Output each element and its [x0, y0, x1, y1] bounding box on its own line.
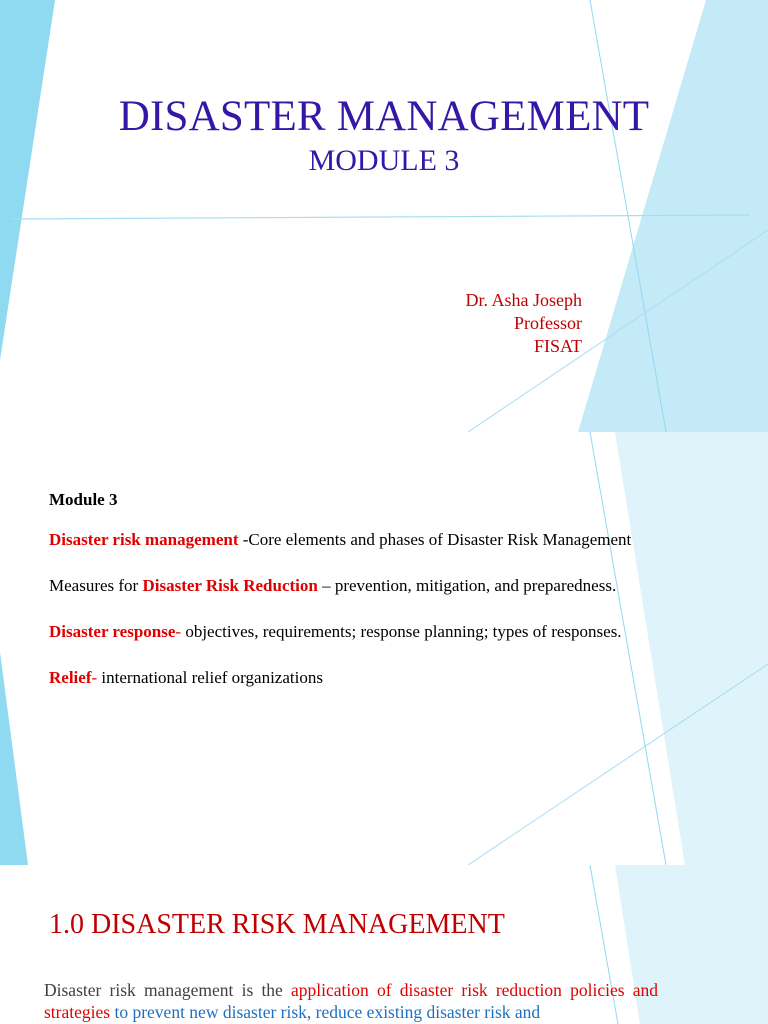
section-heading: 1.0 DISASTER RISK MANAGEMENT	[49, 909, 505, 940]
paragraph-highlight-red: application of disaster risk reduction policies and strategies	[44, 980, 658, 1022]
author-institution: FISAT	[533, 336, 582, 356]
outline-item-highlight: Disaster risk management	[49, 530, 239, 549]
outline-item-highlight: Relief	[49, 668, 92, 687]
outline-item-dash: -	[175, 622, 186, 641]
title-slide	[0, 0, 768, 432]
outline-item	[49, 530, 631, 550]
outline-item-text: objectives, requirements; response planning; types of responses.	[185, 622, 622, 641]
slide-background-shapes	[0, 0, 768, 432]
outline-item-text: international relief organizations	[101, 668, 323, 687]
outline-item-highlight: Disaster response	[49, 622, 176, 641]
paragraph-part: Disaster risk management is the	[44, 980, 292, 1000]
outline-item-text: -Core elements and phases of Disaster Risk Management	[238, 530, 632, 549]
outline-item-highlight: Disaster Risk Reduction	[142, 576, 318, 595]
section-paragraph	[44, 979, 658, 1023]
author-block	[466, 289, 583, 358]
module-outline-slide	[0, 432, 768, 865]
presentation-subtitle: MODULE 3	[308, 144, 460, 177]
outline-heading: Module 3	[49, 490, 118, 509]
presentation-title: DISASTER MANAGEMENT	[118, 93, 650, 140]
outline-item-dash: -	[91, 668, 102, 687]
outline-item	[49, 668, 323, 688]
section-slide	[0, 865, 768, 1024]
outline-item	[49, 622, 622, 642]
author-role: Professor	[514, 313, 582, 333]
outline-item	[49, 576, 616, 596]
outline-item-text: – prevention, mitigation, and preparedness.	[317, 576, 617, 595]
author-name: Dr. Asha Joseph	[465, 290, 582, 310]
outline-item-prefix: Measures for	[49, 576, 143, 595]
paragraph-highlight-blue: to prevent new disaster risk, reduce existing disaster risk and	[110, 1002, 541, 1022]
